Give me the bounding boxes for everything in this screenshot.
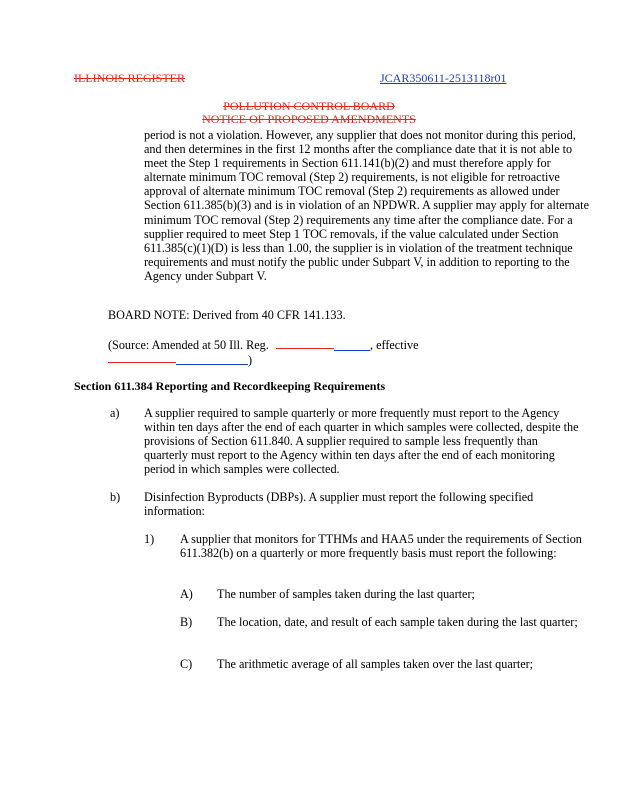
item-b-label: b) — [110, 490, 121, 504]
agency-name: POLLUTION CONTROL BOARD — [223, 99, 395, 113]
item-1-text: A supplier that monitors for TTHMs and HAA5 under the requirements of Section 611.382(b) on a quarterly or more frequently basis must report the following: — [180, 532, 582, 561]
source-prefix: (Source: Amended at 50 Ill. Reg. — [108, 338, 269, 352]
item-C-text: The arithmetic average of all samples taken over the last quarter; — [217, 657, 534, 671]
item-C-label: C) — [180, 657, 193, 671]
item-1-label: 1) — [144, 532, 155, 546]
item-B-text: The location, date, and result of each sample taken during the last quarter; — [217, 615, 578, 629]
item-a-label: a) — [110, 406, 120, 420]
document-code: JCAR350611-2513118r01 — [380, 71, 507, 85]
section-heading: Section 611.384 Reporting and Recordkeeping Requirements — [74, 379, 386, 393]
source-effective: , effective — [370, 338, 419, 352]
notice-title: NOTICE OF PROPOSED AMENDMENTS — [202, 112, 416, 126]
effective-date-blank-blue — [176, 364, 248, 365]
source-close: ) — [248, 353, 253, 367]
item-a-text: A supplier required to sample quarterly or more frequently must report to the Agency within ten days after the end of each quarter in which samples were collected, despite the provisions of Section 611.840. A supplier required to sample less frequently than quarterly must report to the Agency within ten days after the end of each monitoring period in which samples were collected. — [144, 406, 579, 477]
board-note: BOARD NOTE: Derived from 40 CFR 141.133. — [108, 308, 346, 322]
register-title: ILLINOIS REGISTER — [74, 71, 185, 85]
source-page-blank — [334, 350, 370, 351]
effective-date-blank-red — [108, 362, 176, 363]
item-B-label: B) — [180, 615, 193, 629]
source-issue-blank — [276, 348, 334, 349]
item-A-text: The number of samples taken during the last quarter; — [217, 587, 475, 601]
continuation-paragraph: period is not a violation. However, any supplier that does not monitor during this period, and then determines in the first 12 months after the compliance date that it is not able to meet the Step 1 requirements in Section 611.141(b)(2) and must therefore apply for alternate minimum TOC removal (Step 2) requirements, is not eligible for retroactive approval of alternate minimum TOC removal (Step 2) requirements as allowed under Section 611.385(b)(3) and is in violation of an NPDWR. A supplier may apply for alternate minimum TOC removal (Step 2) requirements any time after the compliance date. For a supplier required to meet Step 1 TOC removals, if the value calculated under Section 611.385(c)(1)(D) is less than 1.00, the supplier is in violation of the treatment technique requirements and must notify the public under Subpart V, in addition to reporting to the Agency under Subpart V. — [144, 128, 589, 283]
item-A-label: A) — [180, 587, 193, 601]
item-b-text: Disinfection Byproducts (DBPs). A supplier must report the following specified information: — [144, 490, 534, 519]
